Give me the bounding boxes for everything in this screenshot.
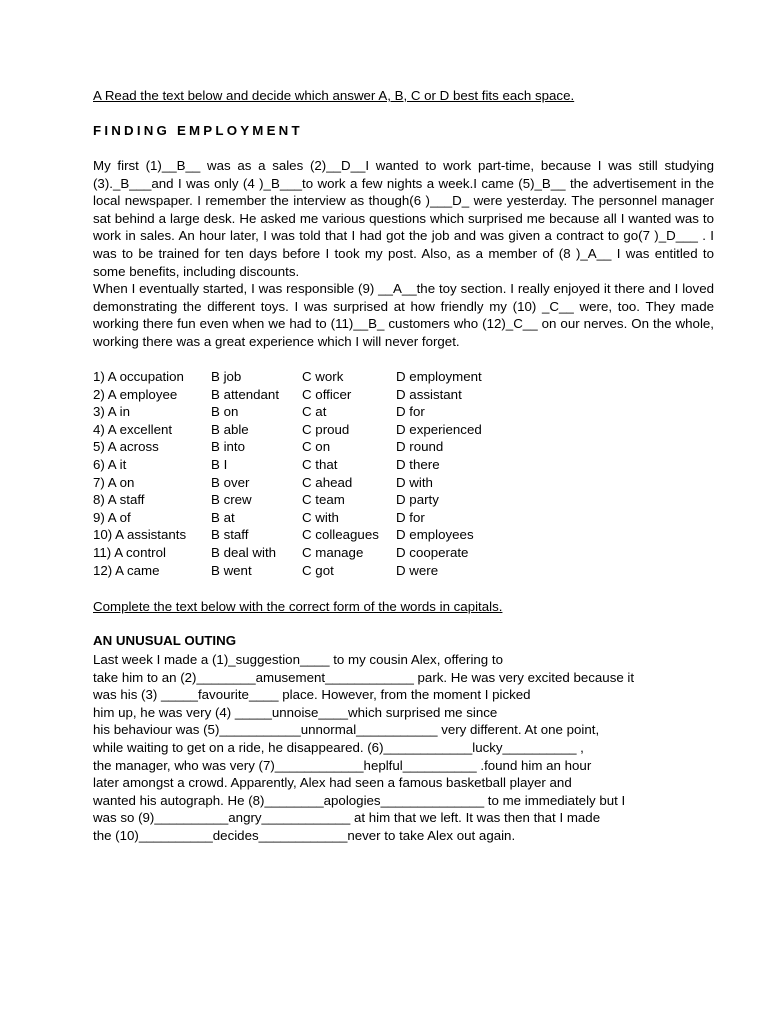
heading-unusual-outing: AN UNUSUAL OUTING [93,633,237,648]
option-b: B I [211,456,228,472]
text-line: the manager, who was very (7)____________heplful__________ .found him an hour [93,757,592,773]
text-line: his behaviour was (5)___________unnormal___________ very different. At one point, [93,722,600,738]
option-row [93,421,714,439]
option-b: B went [211,562,252,578]
option-c: C got [302,562,334,578]
option-d: D for [396,404,425,420]
option-a: 8) A staff [93,492,145,508]
text-line: while waiting to get on a ride, he disappeared. (6)____________lucky__________ , [93,739,584,755]
heading-finding-employment: FINDING EMPLOYMENT [93,123,303,138]
passage-paragraph: My first (1)__B__ was as a sales (2)__D__I wanted to work part-time, because I was still studying (3)._B___and I was only (4 )_B___to work a few nights a week.I came (5)_B__ the advertisement in the local newspaper. I remember the interview as though(6 )___D_ were yesterday. The personnel manager sat behind a large desk. He asked me various questions which surprised me because all I wanted was to work in sales. An hour later, I was told that I had got the job and was given a contract to go(7 )_D___ . I was to be trained for ten days before I took my post. Also, as a member of (8 )_A__ I was entitled to some benefits, including discounts. [93,158,714,279]
option-a: 2) A employee [93,386,178,402]
option-b: B attendant [211,386,280,402]
text-line: him up, he was very (4) _____unnoise____which surprised me since [93,704,498,720]
option-d: D there [396,456,440,472]
text-line: the (10)__________decides____________never to take Alex out again. [93,827,516,843]
text-line: was so (9)__________angry____________ at him that we left. It was then that I made [93,810,601,826]
option-row [93,526,714,544]
option-d: D employment [396,369,482,384]
option-d: D assistant [396,386,462,402]
answer-options-list [93,368,714,579]
option-a: 5) A across [93,439,159,455]
text-line: Last week I made a (1)_suggestion____ to my cousin Alex, offering to [93,652,503,667]
text-line: take him to an (2)________amusement____________ park. He was very excited because it [93,669,635,685]
option-c: C with [302,509,339,525]
option-a: 11) A control [93,544,166,560]
option-b: B crew [211,492,252,508]
option-a: 12) A came [93,562,160,578]
option-c: C manage [302,544,364,560]
option-row [93,491,714,509]
option-c: C officer [302,386,352,402]
option-row [93,509,714,527]
text-line: wanted his autograph. He (8)________apologies______________ to me immediately but I [93,792,626,808]
option-c: C work [302,369,344,384]
option-b: B on [211,404,239,420]
instruction-1: A Read the text below and decide which answer A, B, C or D best fits each space. [93,88,575,103]
option-row [93,438,714,456]
option-b: B into [211,439,246,455]
option-row [93,562,714,580]
option-d: D experienced [396,421,482,437]
option-c: C at [302,404,327,420]
option-row [93,474,714,492]
reading-passage [93,157,714,351]
option-a: 1) A occupation [93,369,184,384]
instruction-2: Complete the text below with the correct form of the words in capitals. [93,599,503,614]
option-c: C proud [302,421,350,437]
option-d: D round [396,439,444,455]
option-b: B at [211,509,235,525]
option-d: D cooperate [396,544,469,560]
option-row [93,456,714,474]
option-d: D for [396,509,425,525]
option-c: C ahead [302,474,353,490]
option-b: B staff [211,527,249,543]
option-a: 3) A in [93,404,130,420]
text-line: was his (3) _____favourite____ place. However, from the moment I picked [93,687,531,703]
option-a: 7) A on [93,474,135,490]
option-b: B able [211,421,249,437]
option-a: 6) A it [93,456,127,472]
word-formation-text [93,651,693,845]
passage-paragraph: When I eventually started, I was responsible (9) __A__the toy section. I really enjoyed it there and I loved demonstrating the different toys. I was surprised at how friendly my (10) _C__ were, too. They made working there fun even when we had to (11)__B_ customers who (12)_C__ on our nerves. On the whole, working there was a great experience which I will never forget. [93,281,714,349]
option-b: B deal with [211,544,277,560]
option-d: D employees [396,527,474,543]
option-d: D with [396,474,433,490]
option-a: 4) A excellent [93,421,173,437]
option-d: D were [396,562,439,578]
option-c: C that [302,456,338,472]
option-row [93,386,714,404]
option-c: C on [302,439,331,455]
text-line: later amongst a crowd. Apparently, Alex had seen a famous basketball player and [93,775,572,791]
option-b: B job [211,369,242,384]
option-d: D party [396,492,439,508]
option-c: C colleagues [302,527,379,543]
option-a: 9) A of [93,509,131,525]
option-a: 10) A assistants [93,527,187,543]
option-row [93,368,714,386]
option-row [93,403,714,421]
option-b: B over [211,474,250,490]
option-c: C team [302,492,345,508]
option-row [93,544,714,562]
